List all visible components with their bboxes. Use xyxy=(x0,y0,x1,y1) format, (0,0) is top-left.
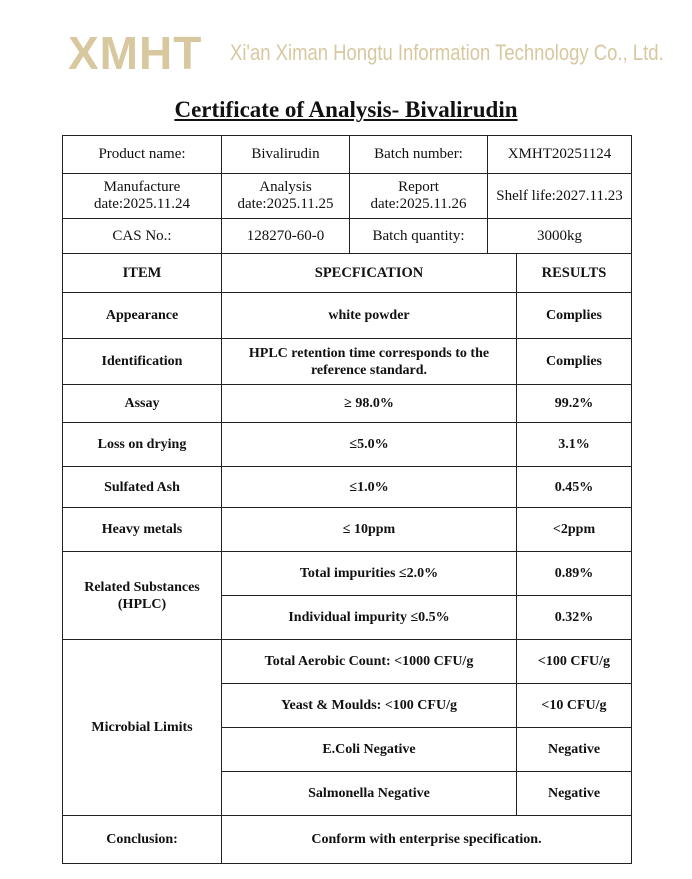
company-logo: XMHT xyxy=(68,27,203,79)
report-line2: date:2025.11.26 xyxy=(370,196,467,212)
related-substances-line1: Related Substances xyxy=(84,579,200,595)
aerobic-count-spec: Total Aerobic Count: <1000 CFU/g xyxy=(222,640,517,684)
heavy-metals-spec: ≤ 10ppm xyxy=(222,508,517,552)
ecoli-result: Negative xyxy=(517,728,632,772)
microbial-limits-item: Microbial Limits xyxy=(63,640,222,816)
company-name: Xi'an Ximan Hongtu Information Technology Co., Ltd. xyxy=(230,40,664,65)
manufacture-line2: date:2025.11.24 xyxy=(93,196,191,212)
document-title: Certificate of Analysis- Bivalirudin xyxy=(174,97,518,122)
sulfated-ash-result: 0.45% xyxy=(517,467,632,508)
loss-on-drying-item: Loss on drying xyxy=(63,423,222,467)
report-line1: Report xyxy=(398,179,439,195)
letterhead xyxy=(0,28,692,78)
individual-impurity-spec: Individual impurity ≤0.5% xyxy=(222,596,517,640)
batch-quantity-value: 3000kg xyxy=(488,219,632,254)
cas-value: 128270-60-0 xyxy=(222,219,350,254)
ecoli-spec: E.Coli Negative xyxy=(222,728,517,772)
heavy-metals-item: Heavy metals xyxy=(63,508,222,552)
batch-number-value: XMHT20251124 xyxy=(488,136,632,174)
report-date xyxy=(350,174,488,219)
total-impurities-result: 0.89% xyxy=(517,552,632,596)
identification-spec-line1: HPLC retention time corresponds to the xyxy=(248,345,490,361)
cas-label: CAS No.: xyxy=(63,219,222,254)
item-header: ITEM xyxy=(63,254,222,293)
appearance-spec: white powder xyxy=(222,293,517,339)
heavy-metals-result: <2ppm xyxy=(517,508,632,552)
loss-on-drying-spec: ≤5.0% xyxy=(222,423,517,467)
appearance-result: Complies xyxy=(517,293,632,339)
conclusion-label: Conclusion: xyxy=(63,816,222,864)
analysis-line2: date:2025.11.25 xyxy=(237,196,334,212)
appearance-item: Appearance xyxy=(63,293,222,339)
assay-item: Assay xyxy=(63,385,222,423)
analysis-line1: Analysis xyxy=(259,179,312,195)
conclusion-text: Conform with enterprise specification. xyxy=(222,816,632,864)
identification-spec-line2: reference standard. xyxy=(310,362,428,378)
sulfated-ash-spec: ≤1.0% xyxy=(222,467,517,508)
assay-spec: ≥ 98.0% xyxy=(222,385,517,423)
assay-result: 99.2% xyxy=(517,385,632,423)
batch-number-label: Batch number: xyxy=(350,136,488,174)
salmonella-result: Negative xyxy=(517,772,632,816)
product-info-table xyxy=(62,135,632,254)
specification-header: SPECFICATION xyxy=(222,254,517,293)
related-substances-line2: (HPLC) xyxy=(117,596,167,612)
analysis-date xyxy=(222,174,350,219)
specification-table xyxy=(62,253,632,864)
sulfated-ash-item: Sulfated Ash xyxy=(63,467,222,508)
yeast-moulds-result: <10 CFU/g xyxy=(517,684,632,728)
loss-on-drying-result: 3.1% xyxy=(517,423,632,467)
product-name-label: Product name: xyxy=(63,136,222,174)
results-header: RESULTS xyxy=(517,254,632,293)
identification-spec xyxy=(222,339,517,385)
product-name-value: Bivalirudin xyxy=(222,136,350,174)
manufacture-date xyxy=(63,174,222,219)
identification-result: Complies xyxy=(517,339,632,385)
yeast-moulds-spec: Yeast & Moulds: <100 CFU/g xyxy=(222,684,517,728)
identification-item: Identification xyxy=(63,339,222,385)
total-impurities-spec: Total impurities ≤2.0% xyxy=(222,552,517,596)
batch-quantity-label: Batch quantity: xyxy=(350,219,488,254)
salmonella-spec: Salmonella Negative xyxy=(222,772,517,816)
manufacture-line1: Manufacture xyxy=(103,179,181,195)
aerobic-count-result: <100 CFU/g xyxy=(517,640,632,684)
related-substances-item xyxy=(63,552,222,640)
shelf-life: Shelf life:2027.11.23 xyxy=(488,174,632,219)
individual-impurity-result: 0.32% xyxy=(517,596,632,640)
